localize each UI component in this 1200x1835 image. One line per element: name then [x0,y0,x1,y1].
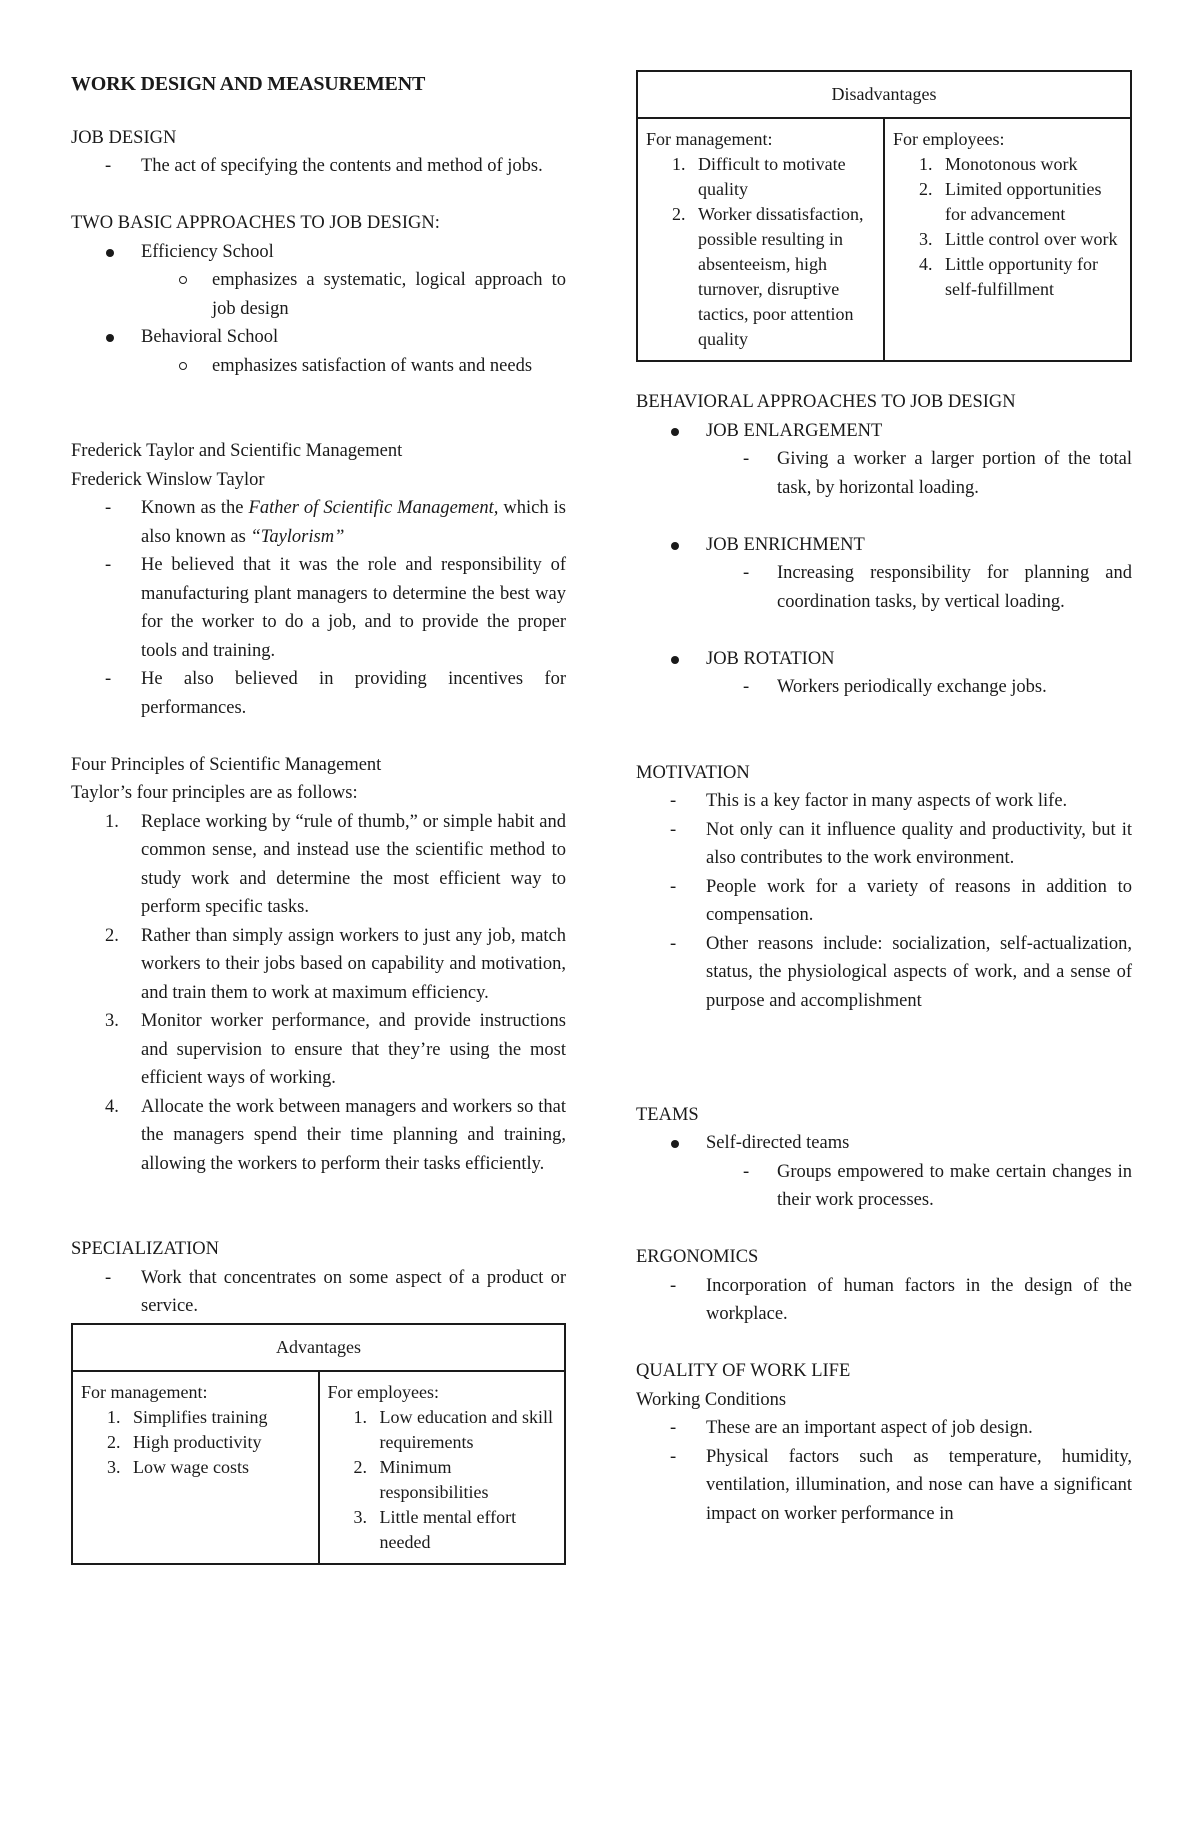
approaches-heading: TWO BASIC APPROACHES TO JOB DESIGN: [71,213,440,233]
cell-text: Difficult to motivate quality [698,154,846,199]
list-item: - Increasing responsibility for planning and coordination tasks, by vertical loading. [636,559,1132,616]
list-item: 2. Worker dissatisfaction, possible resulting in absenteeism, high turnover, disruptive tactics, poor attention quality [672,204,864,349]
list-item: - Incorporation of human factors in the design of the workplace. [636,1272,1132,1329]
taylor-heading: Frederick Taylor and Scientific Management [71,441,403,461]
list-item [636,531,1132,560]
approach-label: Behavioral School [141,327,279,347]
list-item: - These are an important aspect of job design. [636,1414,1132,1443]
advantages-management-cell [72,1371,319,1564]
list-item: 3. Low wage costs [107,1456,249,1477]
text-span: which is also known as [141,498,566,547]
cell-text: Little opportunity for self-fulfillment [945,254,1098,299]
list-item [636,645,1132,674]
behavioral-label: JOB ROTATION [706,648,835,669]
principle-text: Rather than simply assign workers to just any job, match workers to their jobs based on capability and motivation, and train them to work at maximum efficiency. [141,925,566,1003]
left-column [71,70,566,1565]
cell-text: Little control over work [945,229,1118,249]
advantages-management-list [81,1405,310,1480]
advantages-employees-cell [319,1371,566,1564]
approach-detail-list [71,352,566,381]
behavioral-heading: BEHAVIORAL APPROACHES TO JOB DESIGN [636,392,1016,412]
table-label: For employees: [327,1381,439,1402]
table-label: For management: [81,1381,208,1402]
motivation-list [636,787,1132,1015]
text-span: Known as the [141,498,249,518]
list-item: - He believed that it was the role and responsibility of manufacturing plant managers to determine the best way for the worker to do a job, and to provide the proper tools and training. [71,551,566,665]
job-design-heading: JOB DESIGN [71,127,177,148]
principles-list [71,808,566,1179]
list-item: - He also believed in providing incentives for performances. [71,665,566,722]
ergonomics-list [636,1272,1132,1329]
qwl-heading: QUALITY OF WORK LIFE [636,1361,851,1381]
taylor-list [71,494,566,722]
list-item [636,417,1132,446]
behavioral-list [636,531,1132,560]
cell-text: Low education and skill requirements [379,1406,553,1452]
list-item: 3. Monitor worker performance, and provide instructions and supervision to ensure that they’re using the most efficient ways of working. [105,1011,566,1088]
cell-text: Worker dissatisfaction, possible resulting in absenteeism, high turnover, disruptive tactics, poor attention quality [698,204,864,349]
approach-detail: emphasizes satisfaction of wants and needs [212,355,533,376]
list-item: - Groups empowered to make certain changes in their work processes. [636,1158,1132,1215]
list-item [71,352,566,381]
disadvantages-employees-cell [884,118,1131,361]
list-item: 1. Monotonous work [919,154,1078,174]
behavioral-detail-list [636,673,1132,702]
list-item: - Physical factors such as temperature, humidity, ventilation, illumination, and nose can have a significant impact on worker performance in [636,1443,1132,1529]
cell-text: High productivity [133,1431,262,1452]
approach-detail-list [71,266,566,323]
list-item: - Workers periodically exchange jobs. [636,673,1132,702]
table-label: For management: [646,129,773,149]
disadvantages-employees-list [893,152,1122,302]
circle-bullet-icon [179,276,187,284]
cell-text: Limited opportunities for advancement [945,179,1102,224]
behavioral-list [636,417,1132,446]
bullet-icon [671,428,679,436]
list-item: 3. Little control over work [919,229,1118,249]
motivation-heading: MOTIVATION [636,762,750,783]
list-item: 1. Replace working by “rule of thumb,” or simple habit and common sense, and instead use the scientific method to study work and determine the most efficient way to perform specific tasks. [105,811,566,917]
teams-detail-list [636,1158,1132,1215]
list-item: 2. High productivity [107,1431,262,1452]
job-design-definition: - The act of specifying the contents and method of jobs. [71,152,566,181]
principles-intro: Taylor’s four principles are as follows: [71,783,358,803]
table-label: For employees: [893,129,1005,149]
list-item: 1. Difficult to motivate quality [672,154,846,199]
approaches-list [71,238,566,267]
job-design-list [71,152,566,181]
list-item [636,1129,1132,1158]
approach-detail: emphasizes a systematic, logical approach to job design [212,270,566,319]
behavioral-detail-list [636,445,1132,502]
list-item: 4. Allocate the work between managers and workers so that the managers spend their time planning and training, allowing the workers to perform their tasks efficiently. [105,1096,566,1174]
cell-text: Minimum responsibilities [379,1456,489,1502]
list-item: 4. Little opportunity for self-fulfillment [919,254,1098,299]
circle-bullet-icon [179,362,187,370]
taylor-name: Frederick Winslow Taylor [71,469,265,490]
disadvantages-header: Disadvantages [637,71,1131,118]
emphasis-text: “Taylorism” [250,526,345,547]
advantages-employees-list [328,1405,557,1555]
behavioral-label: JOB ENRICHMENT [706,534,865,555]
specialization-heading: SPECIALIZATION [71,1239,219,1259]
list-item: 1. Simplifies training [107,1406,268,1427]
teams-label: Self-directed teams [706,1133,850,1153]
list-item: 2. Rather than simply assign workers to just any job, match workers to their jobs based on capability and motivation, and train them to work at maximum efficiency. [105,925,566,1003]
disadvantages-management-list [646,152,875,352]
behavioral-detail-list [636,559,1132,616]
bullet-icon [106,249,114,257]
cell-text: Little mental effort needed [379,1506,517,1552]
disadvantages-table [636,70,1132,362]
document-title: WORK DESIGN AND MEASUREMENT [71,73,426,95]
cell-text: Simplifies training [133,1406,268,1427]
bullet-icon [671,1140,679,1148]
bullet-icon [106,334,114,342]
principle-text: Replace working by “rule of thumb,” or simple habit and common sense, and instead use the scientific method to study work and determine the most efficient way to perform specific tasks. [141,811,566,917]
teams-list [636,1129,1132,1158]
specialization-definition: - Work that concentrates on some aspect of a product or service. [71,1264,566,1321]
teams-heading: TEAMS [636,1104,699,1125]
bullet-icon [671,542,679,550]
advantages-header: Advantages [72,1324,565,1371]
list-item [71,494,566,551]
list-item: 1. Low education and skill requirements [353,1406,553,1452]
behavioral-label: JOB ENLARGEMENT [706,420,883,441]
list-item: - Other reasons include: socialization, self-actualization, status, the physiological aspects of work, and a sense of purpose and accomplishment [636,930,1132,1016]
approach-label: Efficiency School [141,241,274,262]
list-item: - Not only can it influence quality and productivity, but it also contributes to the work environment. [636,816,1132,873]
list-item [71,266,566,323]
cell-text: Monotonous work [945,154,1078,174]
ergonomics-heading: ERGONOMICS [636,1247,759,1267]
list-item: 2. Limited opportunities for advancement [919,179,1102,224]
list-item: 2. Minimum responsibilities [353,1456,489,1502]
qwl-list [636,1414,1132,1528]
principles-heading: Four Principles of Scientific Management [71,754,382,775]
cell-text: Low wage costs [133,1456,249,1477]
principle-text: Monitor worker performance, and provide instructions and supervision to ensure that they’re using the most efficient ways of working. [141,1011,566,1088]
list-item: - Giving a worker a larger portion of the total task, by horizontal loading. [636,445,1132,502]
bullet-icon [671,656,679,664]
disadvantages-management-cell [637,118,884,361]
list-item [71,238,566,267]
advantages-table [71,1323,566,1565]
principle-text: Allocate the work between managers and workers so that the managers spend their time planning and training, allowing the workers to perform their tasks efficiently. [141,1096,566,1174]
approaches-list [71,323,566,352]
qwl-subheading: Working Conditions [636,1389,787,1410]
list-item: - This is a key factor in many aspects of work life. [636,787,1132,816]
list-item [71,323,566,352]
emphasis-text: Father of Scientific Management, [248,498,499,518]
behavioral-list [636,645,1132,674]
right-column [636,70,1132,1528]
list-item: - People work for a variety of reasons in addition to compensation. [636,873,1132,930]
specialization-list [71,1264,566,1321]
list-item: 3. Little mental effort needed [353,1506,517,1552]
